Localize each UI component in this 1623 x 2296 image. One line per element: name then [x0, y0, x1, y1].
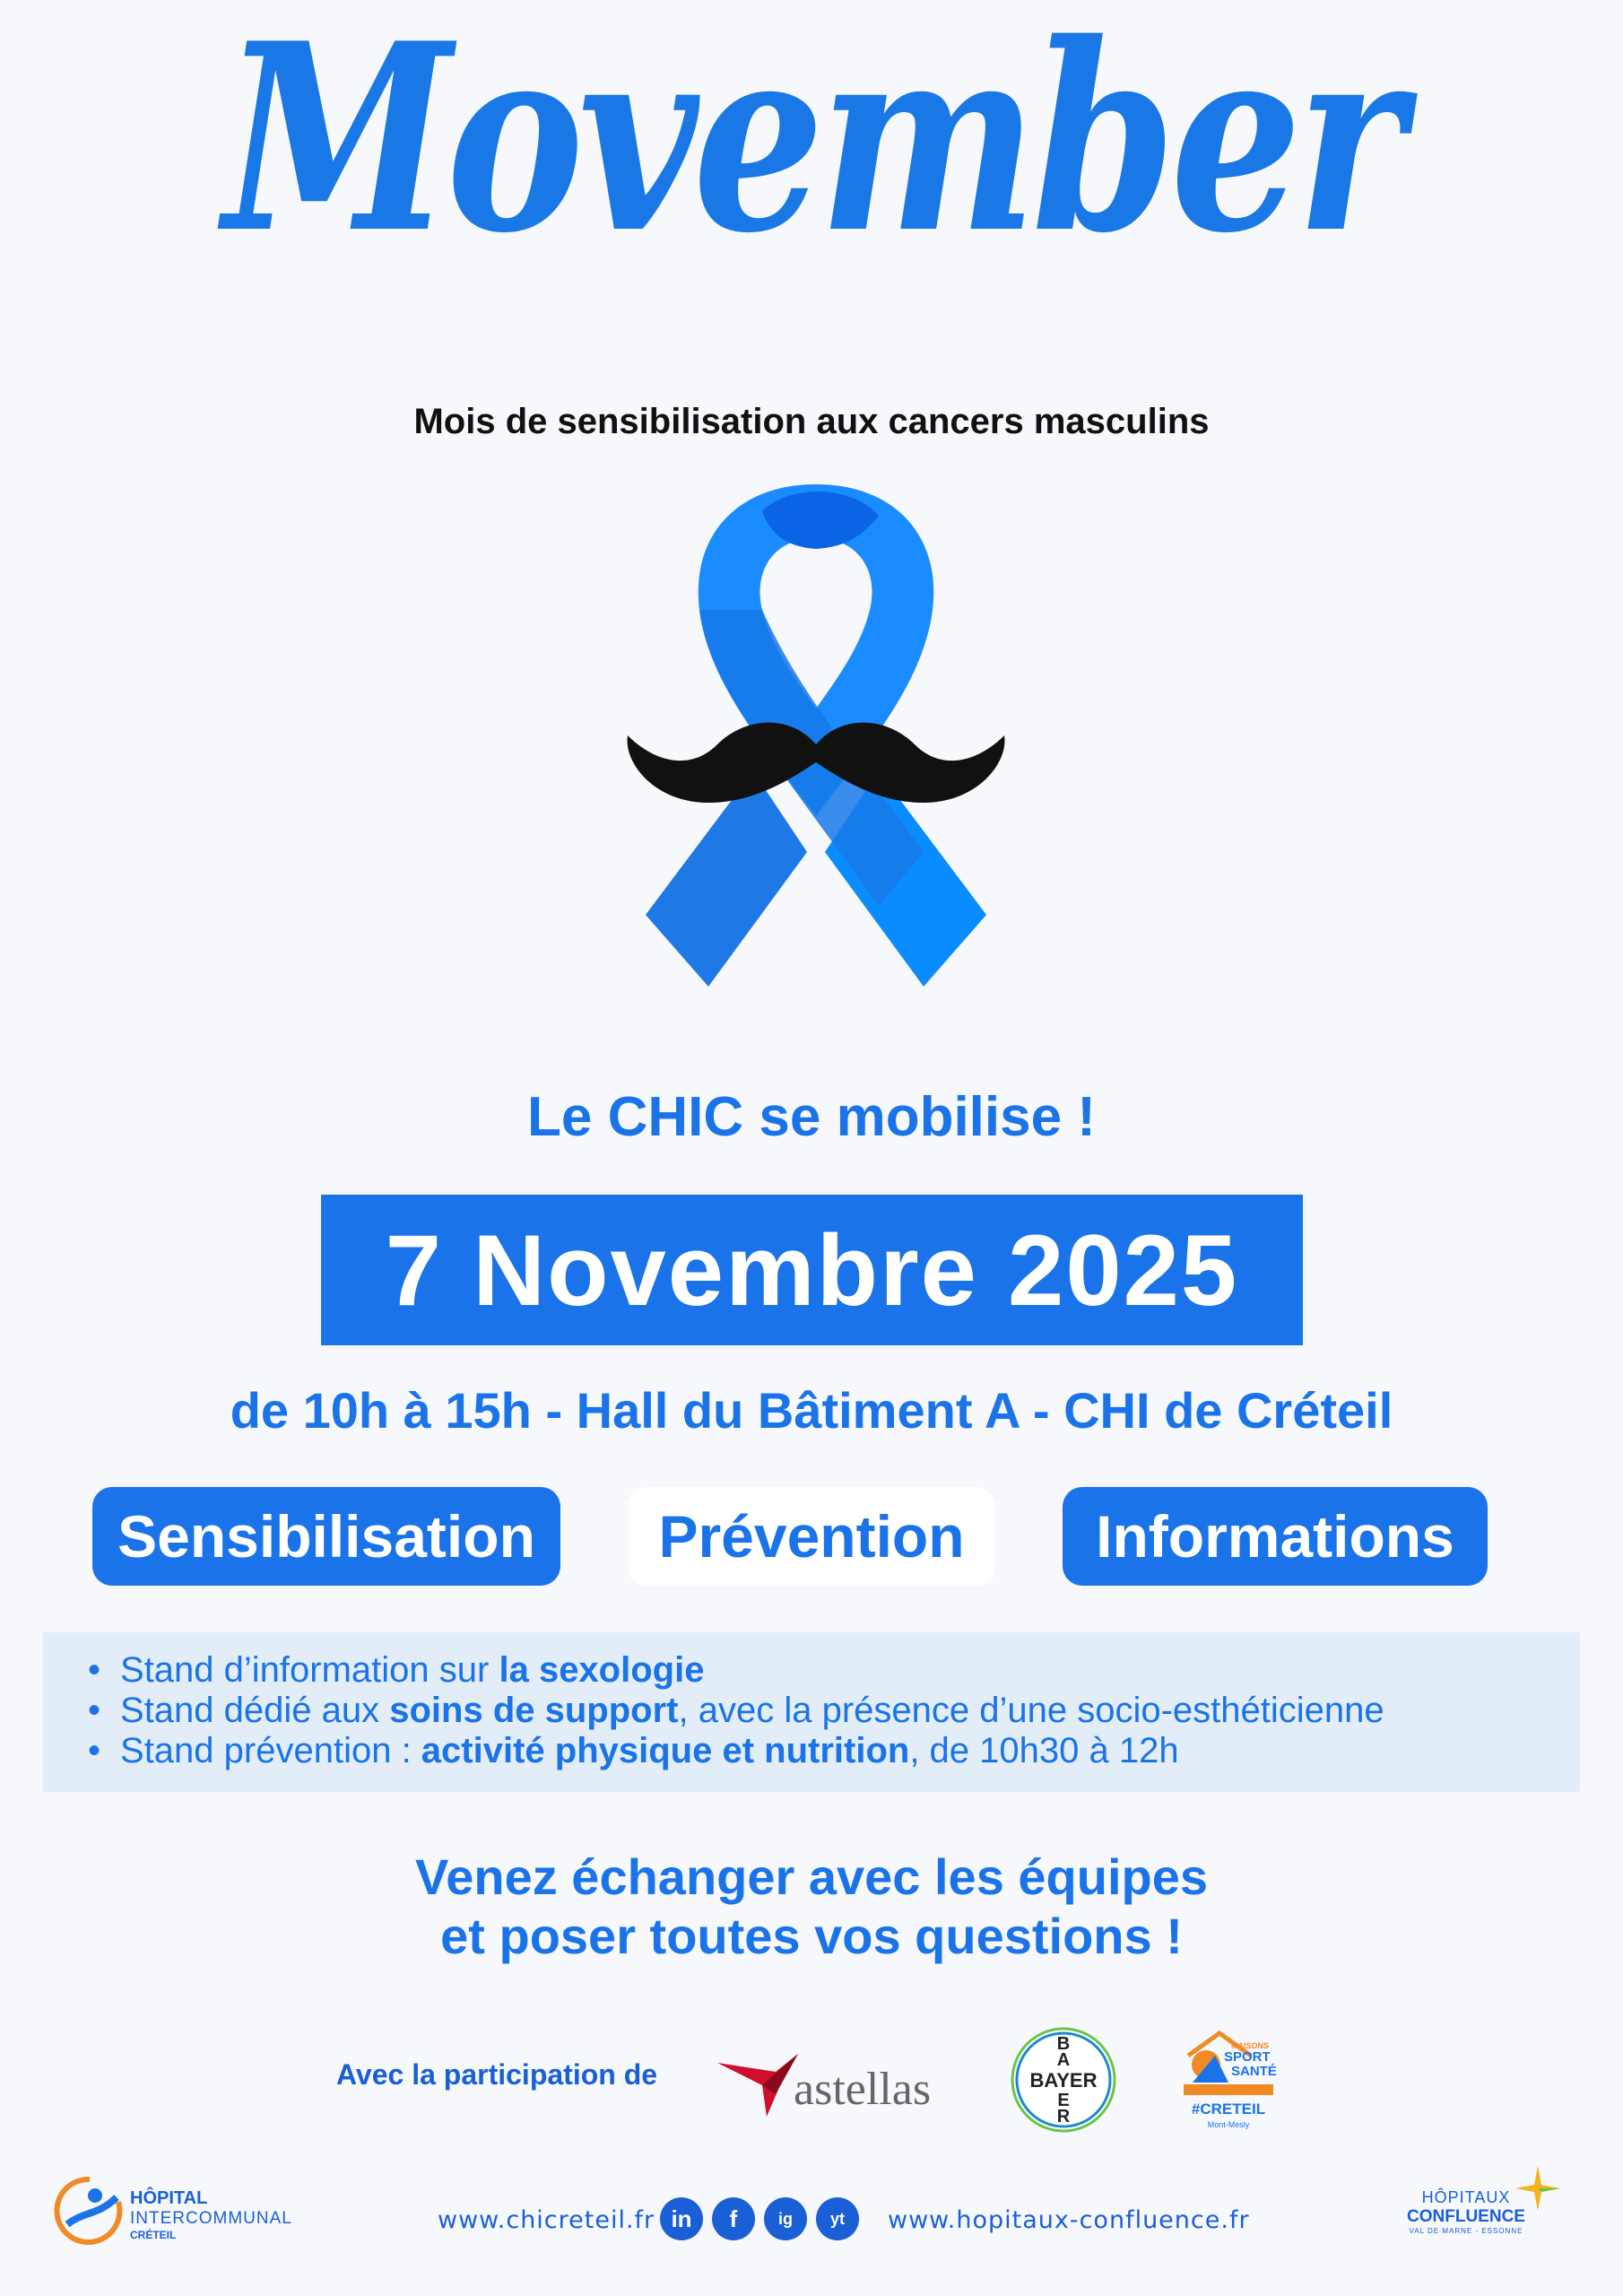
stand-text: Stand dédié aux	[120, 1691, 390, 1730]
chicreteil-link[interactable]: www.chicreteil.fr	[438, 2206, 655, 2234]
hopitaux-confluence-link[interactable]: www.hopitaux-confluence.fr	[888, 2206, 1250, 2234]
hospital-left-line2: INTERCOMMUNAL	[130, 2209, 292, 2228]
stand-text: , avec la présence d’une socio-esthéticienne	[678, 1691, 1384, 1730]
blue-ribbon-moustache-icon	[583, 475, 1049, 1049]
mss-line2: SPORT	[1224, 2049, 1271, 2065]
stand-text: Stand d’information sur	[120, 1650, 499, 1690]
mss-line3: SANTÉ	[1231, 2064, 1277, 2079]
hospital-emblem-icon	[54, 2170, 126, 2251]
hospital-right-line1: HÔPITAUX	[1421, 2188, 1511, 2206]
svg-text:B: B	[1056, 2034, 1071, 2054]
movember-title: Movember	[223, 0, 1400, 291]
mss-tag: #CRETEIL	[1191, 2100, 1266, 2118]
hospital-right-line3: VAL DE MARNE - ESSONNE	[1409, 2227, 1523, 2235]
stand-highlight: soins de support	[389, 1691, 679, 1730]
cta-line-1: Venez échanger avec les équipes	[414, 1848, 1209, 1905]
subtitle: Mois de sensibilisation aux cancers masculins	[413, 402, 1210, 441]
list-item	[88, 1731, 1384, 1771]
call-to-action	[0, 1848, 1623, 1966]
mss-line1: MAISONS	[1231, 2041, 1270, 2050]
mobilise-heading: Le CHIC se mobilise !	[527, 1086, 1096, 1148]
svg-text:BAYER: BAYER	[1029, 2069, 1098, 2092]
hospital-left-line1: HÔPITAL	[130, 2188, 208, 2208]
astellas-wordmark: astellas	[794, 2064, 932, 2115]
hospital-right-line2: CONFLUENCE	[1407, 2207, 1525, 2226]
maisons-sport-sante-logo	[1179, 2029, 1278, 2136]
pill-prevention: Prévention	[628, 1487, 995, 1586]
stands-panel	[43, 1632, 1580, 1792]
partners-label: Avec la participation de	[336, 2058, 658, 2091]
stand-text: , de 10h30 à 12h	[909, 1731, 1179, 1770]
facebook-icon[interactable]: f	[712, 2197, 755, 2240]
svg-text:E: E	[1057, 2091, 1070, 2110]
bayer-logo	[1009, 2025, 1118, 2135]
astellas-star-icon	[713, 2045, 803, 2126]
pill-sensibilisation: Sensibilisation	[92, 1487, 560, 1586]
svg-text:A: A	[1056, 2050, 1071, 2070]
cta-line-2: et poser toutes vos questions !	[440, 1908, 1183, 1964]
hopitaux-confluence-logo	[1394, 2161, 1574, 2260]
youtube-icon[interactable]: yt	[816, 2197, 859, 2240]
svg-text:R: R	[1056, 2107, 1071, 2126]
list-item	[88, 1691, 1384, 1731]
hospital-left-line3: CRÉTEIL	[130, 2229, 177, 2241]
stand-highlight: la sexologie	[499, 1650, 705, 1690]
pill-informations: Informations	[1063, 1487, 1488, 1586]
stand-highlight: activité physique et nutrition	[421, 1731, 910, 1770]
instagram-icon[interactable]: ig	[764, 2197, 807, 2240]
list-item	[88, 1650, 1384, 1691]
astellas-logo	[713, 2045, 955, 2126]
stands-list	[88, 1650, 1384, 1771]
hopital-intercommunal-logo	[54, 2170, 296, 2260]
event-date: 7 Novembre 2025	[385, 1213, 1239, 1326]
event-hours-location: de 10h à 15h - Hall du Bâtiment A - CHI de Créteil	[230, 1382, 1393, 1439]
linkedin-icon[interactable]: in	[660, 2197, 703, 2240]
mss-sub: Mont-Mesly	[1207, 2120, 1250, 2129]
stand-text: Stand prévention :	[120, 1731, 421, 1770]
date-banner	[321, 1195, 1303, 1345]
